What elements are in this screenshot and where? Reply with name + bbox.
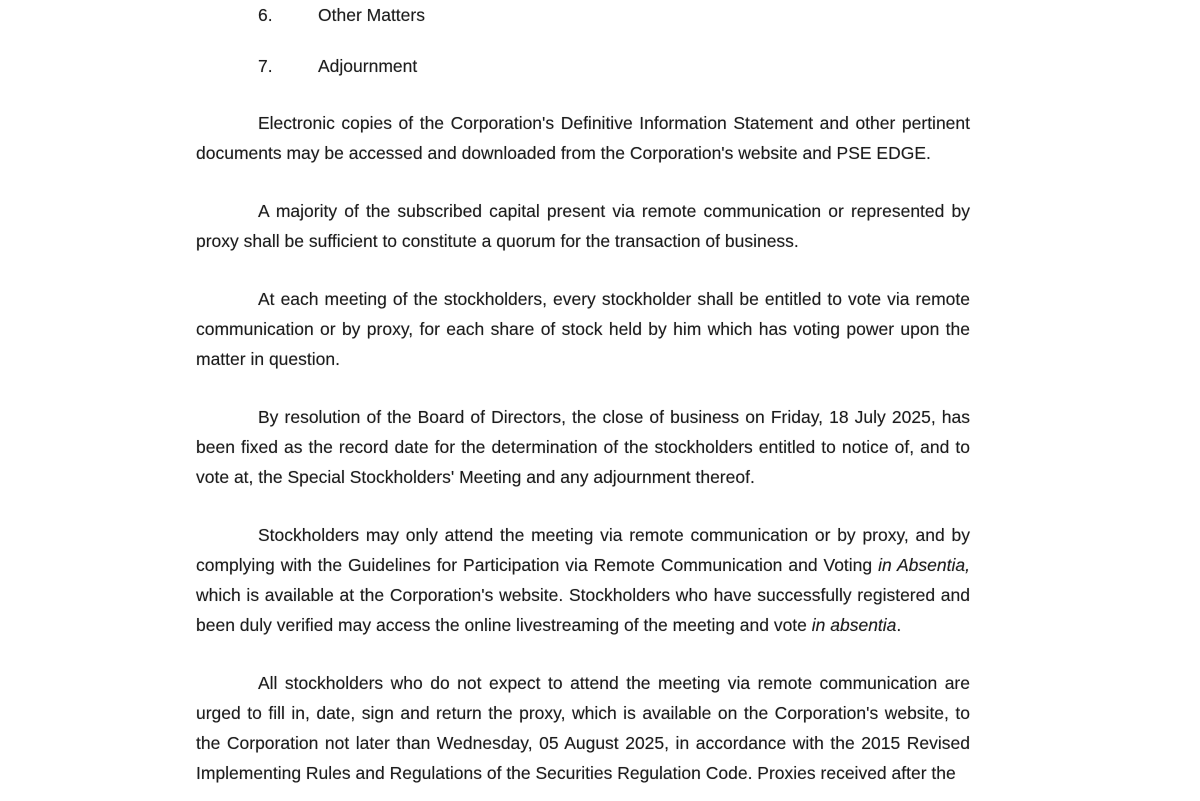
paragraph-text: . (896, 615, 902, 635)
agenda-item (258, 0, 970, 30)
paragraph-remote-attendance (196, 520, 970, 640)
agenda-item (258, 51, 970, 81)
paragraph-text: At each meeting of the stockholders, every stockholder shall be entitled to vote via remote communication or by proxy, for each share of stock held by him which has voting power upon the matter in question. (196, 289, 970, 369)
paragraph-proxy-instructions (196, 668, 970, 788)
paragraph-electronic-copies (196, 108, 970, 168)
paragraph-record-date (196, 402, 970, 492)
paragraph-text: Electronic copies of the Corporation's Definitive Information Statement and other pertinent documents may be accessed and downloaded from the Corporation's website and PSE EDGE. (196, 113, 970, 163)
agenda-item-number: 6. (258, 5, 273, 25)
agenda-item-label: Adjournment (318, 56, 418, 76)
agenda-list (196, 0, 970, 81)
paragraph-text: By resolution of the Board of Directors, the close of business on Friday, 18 July 2025, has been fixed as the record date for the determination of the stockholders entitled to notice of, and to vote at, the Special Stockholders' Meeting and any adjournment thereof. (196, 407, 970, 487)
paragraph-text-italic: in Absentia, (878, 555, 970, 575)
paragraph-text: which is available at the Corporation's website. Stockholders who have successfully registered and been duly verified may access the online livestreaming of the meeting and vote (196, 585, 970, 635)
paragraph-quorum (196, 196, 970, 256)
paragraph-text: All stockholders who do not expect to attend the meeting via remote communication are urged to fill in, date, sign and return the proxy, which is available on the Corporation's website, to the Corporation not later than Wednesday, 05 August 2025, in accordance with the 2015 Revised Implementing Rules and Regulations of the Securities Regulation Code. Proxies received after the (196, 673, 970, 783)
agenda-item-label: Other Matters (318, 5, 425, 25)
agenda-item-number: 7. (258, 56, 273, 76)
paragraph-text-italic: in absentia (811, 615, 897, 635)
paragraph-text: Stockholders may only attend the meeting via remote communication or by proxy, and by complying with the Guidelines for Participation via Remote Communication and Voting (196, 525, 970, 575)
paragraph-text: A majority of the subscribed capital present via remote communication or represented by proxy shall be sufficient to constitute a quorum for the transaction of business. (196, 201, 970, 251)
paragraph-voting-entitlement (196, 284, 970, 374)
document-content (196, 0, 970, 788)
